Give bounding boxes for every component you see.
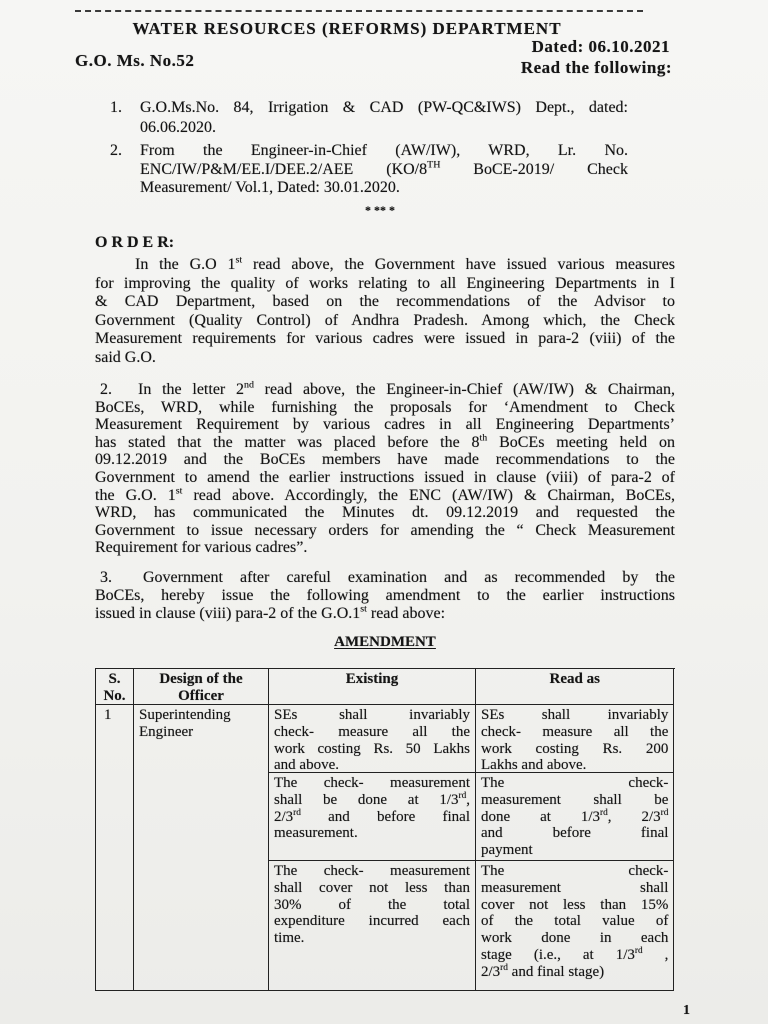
ordinal-suffix: rd: [458, 790, 467, 801]
department-title: WATER RESOURCES (REFORMS) DEPARTMENT: [132, 19, 562, 38]
ordinal-suffix: rd: [600, 807, 608, 818]
dated-line: Dated: 06.10.2021: [531, 37, 670, 56]
paragraph-line: 09.12.2019 and the BoCEs members have made recommendations to the: [95, 451, 675, 469]
paragraph-line: Measurement requirements for various cadres were issued in para-2 (viii) of the: [95, 330, 675, 348]
header-text: Existing: [345, 671, 399, 687]
reference-line: G.O.Ms.No. 84, Irrigation & CAD (PW-QC&IWS) Dept., dated:: [140, 99, 628, 116]
paragraph-line: & CAD Department, based on the recommendations of the Advisor to: [95, 293, 675, 311]
reference-line: 06.06.2020.: [140, 119, 216, 136]
cell-line: The check-: [481, 863, 669, 879]
cell-line: SEs shall invariably: [274, 707, 470, 723]
cell-line: 2/3rd and final stage): [481, 962, 605, 980]
order-paragraph-3: [95, 569, 675, 622]
paragraph-line: In the G.O 1st read above, the Government have issued various measures: [135, 254, 676, 273]
header-designation: [134, 669, 269, 705]
existing-cell: [269, 861, 476, 991]
cell-line: Lakhs and above.: [481, 757, 587, 774]
cell-line: The check- measurement: [274, 775, 470, 791]
existing-cell: [269, 705, 476, 773]
cell-line: expenditure incurred each: [274, 913, 470, 930]
paragraph-line: Government to amend the earlier instructions issued in clause (viii) of para-2 of: [95, 468, 675, 486]
cell-line: measurement shall: [481, 879, 669, 896]
cell-line: SEs shall invariably: [481, 707, 669, 723]
designation-line: Superintending: [139, 707, 231, 723]
cell-line: and above.: [274, 757, 339, 774]
cell-line: cover not less than 15%: [481, 896, 669, 913]
cell-line: 30% of the total: [274, 896, 470, 913]
reference-line: From the Engineer-in-Chief (AW/IW), WRD, Lr. No.: [140, 142, 628, 159]
reference-number: 2.: [110, 142, 122, 159]
separator-stars: * ** *: [365, 203, 395, 217]
amendment-table: [95, 668, 675, 991]
header-text: No.: [103, 687, 126, 704]
order-paragraph-1: [95, 256, 675, 368]
order-paragraph-2: [95, 381, 675, 557]
read-as-cell: [476, 705, 674, 773]
cell-line: work costing Rs. 50 Lakhs: [274, 740, 470, 757]
reference-line: Measurement/ Vol.1, Dated: 30.01.2020.: [140, 179, 400, 196]
ordinal-suffix: rd: [660, 807, 669, 818]
existing-cell: [269, 773, 476, 861]
page-number: 1: [683, 1003, 690, 1018]
header-text: Read as: [549, 671, 600, 687]
cell-line: check- measure all the: [481, 723, 669, 740]
ordinal-suffix: rd: [293, 807, 301, 818]
reference-number: 1.: [110, 99, 122, 116]
ordinal-suffix: th: [479, 432, 488, 444]
designation-line: Engineer: [139, 723, 194, 740]
paragraph-line: BoCEs, hereby issue the following amendment to the earlier instructions: [95, 586, 675, 604]
cell-line: work costing Rs. 200: [481, 740, 669, 757]
ordinal-suffix: TH: [427, 159, 441, 171]
paragraph-line: Government after careful examination and as recommended by the: [143, 569, 675, 586]
order-heading: O R D E R:: [95, 234, 175, 251]
cell-line: 2/3rd and before final: [274, 807, 470, 825]
cell-line: check- measure all the: [274, 723, 470, 740]
cell-line: work done in each: [481, 930, 669, 947]
go-number: G.O. Ms. No.52: [75, 51, 195, 70]
read-following-label: Read the following:: [520, 58, 672, 77]
paragraph-line: the G.O. 1st read above. Accordingly, the ENC (AW/IW) & Chairman, BoCEs,: [95, 485, 676, 504]
ordinal-suffix: rd: [634, 945, 643, 956]
header-text: S.: [108, 671, 121, 687]
paragraph-line: Government (Quality Control) of Andhra Pradesh. Among which, the Check: [95, 311, 675, 329]
designation-cell: [134, 705, 269, 991]
header-text: Officer: [178, 687, 224, 704]
paragraph-line: WRD, has communicated the Minutes dt. 09.12.2019 and requested the: [95, 504, 675, 522]
header-text: Design of the: [159, 671, 243, 687]
header-s-no: [96, 669, 134, 705]
cell-line: and before final: [481, 825, 669, 842]
cell-line: The check-: [481, 775, 669, 791]
read-as-cell: [476, 773, 674, 861]
paragraph-line: said G.O.: [95, 348, 156, 366]
ordinal-suffix: nd: [244, 379, 254, 391]
ordinal-suffix: st: [235, 254, 243, 266]
paragraph-line: for improving the quality of works relating to all Engineering Departments in I: [95, 274, 675, 292]
paragraph-line: Requirement for various cadres”.: [95, 539, 308, 557]
cell-line: The check- measurement: [274, 863, 470, 879]
paragraph-line: issued in clause (viii) para-2 of the G.O.1st read above:: [95, 603, 446, 622]
cell-line: shall be done at 1/3rd,: [274, 790, 470, 808]
header-existing: [269, 669, 476, 705]
cell-line: payment: [481, 842, 533, 859]
paragraph-number: 3.: [100, 569, 112, 586]
reference-item-2: [140, 142, 628, 198]
paragraph-number: 2.: [100, 381, 112, 398]
reference-item-1: [140, 98, 628, 138]
cell-line: measurement shall be: [481, 791, 669, 808]
cell-line: shall cover not less than: [274, 879, 470, 896]
paragraph-line: In the letter 2nd read above, the Engineer-in-Chief (AW/IW) & Chairman,: [138, 379, 675, 398]
cell-line: of the total value of: [481, 913, 669, 930]
cell-line: done at 1/3rd, 2/3rd: [481, 807, 669, 825]
paragraph-line: Measurement Requirement by various cadres in all Engineering Departments’: [95, 416, 675, 434]
paragraph-line: BoCEs, WRD, while furnishing the proposals for ‘Amendment to Check: [95, 398, 675, 416]
cell-line: measurement.: [274, 825, 358, 842]
ordinal-suffix: st: [175, 485, 183, 497]
paragraph-line: Government to issue necessary orders for amending the “ Check Measurement: [95, 521, 675, 539]
read-as-cell: [476, 861, 674, 991]
reference-line: ENC/IW/P&M/EE.I/DEE.2/AEE (KO/8TH BoCE-2019/ Check: [140, 159, 629, 178]
s-no-cell: 1: [96, 705, 134, 991]
amendment-heading: AMENDMENT: [334, 634, 436, 650]
ordinal-suffix: st: [360, 603, 367, 615]
ordinal-suffix: rd: [500, 962, 508, 973]
cell-line: stage (i.e., at 1/3rd ,: [481, 945, 669, 963]
cell-line: time.: [274, 930, 305, 947]
paragraph-line: has stated that the matter was placed before the 8th BoCEs meeting held on: [95, 432, 676, 451]
header-read-as: [476, 669, 674, 705]
top-dashed-rule: [75, 10, 643, 12]
